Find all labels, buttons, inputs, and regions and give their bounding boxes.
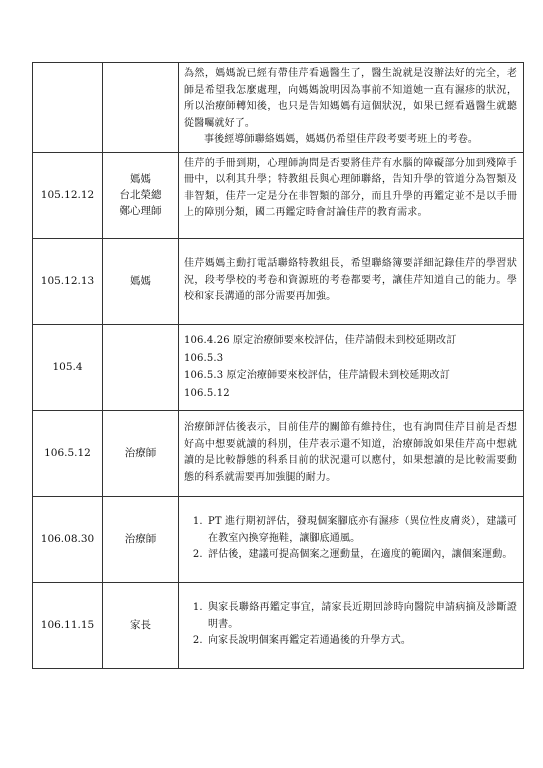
schedule-line: 106.4.26 原定治療師要來校評估，佳芹請假未到校延期改訂 — [184, 335, 457, 346]
schedule-line: 106.5.3 原定治療師要來校評估，佳芹請假未到校延期改訂 — [184, 370, 450, 381]
date-cell: 106.11.15 — [33, 582, 103, 668]
table-row — [33, 496, 524, 582]
contact-name: 媽媽 — [130, 173, 151, 185]
content-cell — [179, 496, 524, 582]
content-cell — [179, 152, 524, 238]
contact-cell — [103, 238, 179, 324]
date-cell: 106.5.12 — [33, 410, 103, 496]
table-row — [33, 238, 524, 324]
schedule-line: 106.5.12 — [184, 387, 230, 399]
list-item: 1. PT 進行期初評估，發現個案腳底亦有濕疹（異位性皮膚炎），建議可在教室內換穿拖鞋，讓腳底通風。 — [206, 514, 517, 547]
date-cell: 105.12.13 — [33, 238, 103, 324]
schedule-line: 106.5.3 — [184, 352, 224, 364]
date-cell: 106.08.30 — [33, 496, 103, 582]
content-cell — [179, 238, 524, 324]
date-cell — [33, 63, 103, 153]
content-cell — [179, 324, 524, 410]
table-row — [33, 152, 524, 238]
contact-cell — [103, 410, 179, 496]
list-item: 2. 評估後，建議可提高個案之運動量，在適度的範圍內，讓個案運動。 — [206, 547, 517, 564]
contact-name: 鄭心理師 — [119, 205, 162, 217]
date-cell: 105.4 — [33, 324, 103, 410]
content-paragraph: 治療師評估後表示，目前佳芹的關節有維持住，也有詢問佳芹目前是否想好高中想要就讀的科別，佳芹表示還不知道，治療師說如果佳芹高中想就讀的是比較靜態的科系目前的狀況還可以應付，如果想讀的是比較需要動態的科系就需要再加強腿的耐力。 — [184, 422, 517, 483]
contact-name: 治療師 — [124, 447, 157, 459]
content-paragraph: 為然，媽媽說已經有帶佳芹看過醫生了，醫生說就是沒辦法好的完全，老師是希望我怎麼處理，向媽媽說明因為事前不知道她一直有濕疹的狀況，所以治療師轉知後，也只是告知媽媽有這個狀況，如果已經看過醫生就聽從醫囑就好了。 — [184, 68, 517, 129]
date-cell: 105.12.12 — [33, 152, 103, 238]
table-row — [33, 410, 524, 496]
record-page — [32, 62, 517, 669]
table-row — [33, 63, 524, 153]
table-row — [33, 324, 524, 410]
content-paragraph: 佳芹媽媽主動打電話聯絡特教組長，希望聯絡簿要詳細記錄佳芹的學習狀況，段考學校的考卷和資源班的考卷都要考，讓佳芹知道自己的能力。學校和家長溝通的部分需要再加強。 — [184, 258, 517, 303]
contact-cell — [103, 496, 179, 582]
content-paragraph: 事後經導師聯絡媽媽，媽媽仍希望佳芹段考要考班上的考卷。 — [204, 134, 479, 145]
content-cell — [179, 63, 524, 153]
numbered-list — [184, 514, 517, 564]
content-cell — [179, 410, 524, 496]
numbered-list — [184, 600, 517, 650]
contact-cell — [103, 152, 179, 238]
table-row — [33, 582, 524, 668]
contact-name: 治療師 — [124, 533, 157, 545]
contact-name: 家長 — [130, 619, 151, 631]
contact-cell — [103, 63, 179, 153]
list-item: 2. 向家長說明個案再鑑定若通過後的升學方式。 — [206, 633, 517, 650]
contact-cell — [103, 324, 179, 410]
list-item: 1. 與家長聯絡再鑑定事宜，請家長近期回診時向醫院申請病摘及診斷證明書。 — [206, 600, 517, 633]
contact-name: 台北榮總 — [119, 189, 162, 201]
content-paragraph: 佳芹的手冊到期，心理師詢問是否要將佳芹有水腦的障礙部分加到殘障手冊中，以利其升學；特教組長與心理師聯絡，告知升學的管道分為智類及非智類，佳芹一定是分在非智類的部分，而且升學的再鑑定並不是以手冊上的障別分類，國二再鑑定時會討論佳芹的教育需求。 — [184, 157, 517, 218]
contact-record-table — [32, 62, 524, 669]
contact-cell — [103, 582, 179, 668]
content-cell — [179, 582, 524, 668]
contact-name: 媽媽 — [130, 275, 151, 287]
